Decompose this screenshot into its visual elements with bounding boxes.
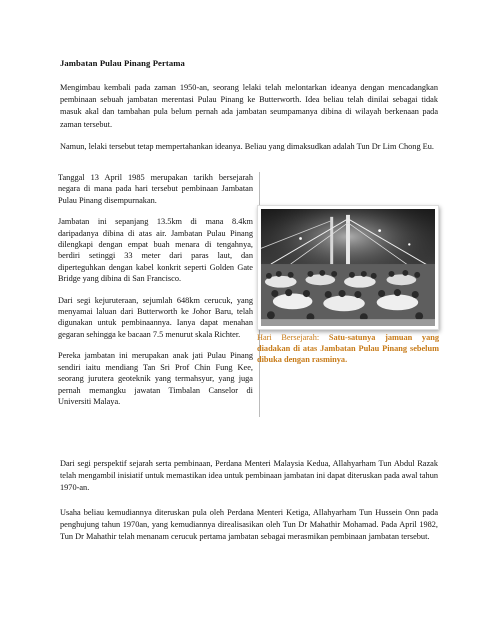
historic-photo-frame: [257, 205, 439, 330]
sidebar-paragraph-date: Tanggal 13 April 1985 merupakan tarikh bersejarah negara di mana pada hari tersebut pembinaan Jambatan Pulau Pinang disempurnakan.: [58, 173, 253, 205]
sidebar-paragraph-designer: Pereka jambatan ini merupakan anak jati Pulau Pinang sendiri iaitu mendiang Tan Sri Prof Chin Fung Kee, seorang jurutera geoteknik yang termahsyur, yang juga pernah memangku jawatan Timbalan Canselor di Universiti Malaya.: [58, 351, 253, 406]
caption-text: Satu-satunya jamuan yang diadakan di atas Jambatan Pulau Pinang sebelum dibuka dengan rasminya.: [257, 333, 439, 365]
second-paragraph: Namun, lelaki tersebut tetap mempertahankan ideanya. Beliau yang dimaksudkan adalah Tun Dr Lim Chong Eu.: [60, 142, 434, 151]
photo-caption: [257, 332, 439, 366]
caption-lead: Hari Bersejarah:: [257, 333, 329, 342]
third-paragraph: Dari segi perspektif sejarah serta pembinaan, Perdana Menteri Malaysia Kedua, Allahyarham Tun Abdul Razak telah mengambil inisiatif untuk memastikan idea untuk pembinaan jambatan ini dapat diteruskan pada awal tahun 1970-an.: [60, 459, 438, 493]
banquet-photo: [261, 209, 435, 326]
sidebar-text-column: [58, 172, 260, 417]
article-title: Jambatan Pulau Pinang Pertama: [60, 58, 185, 68]
fourth-paragraph: Usaha beliau kemudiannya diteruskan pula oleh Perdana Menteri Ketiga, Allahyarham Tun Hussein Onn pada penghujung tahun 1970an, yang kemudiannya direalisasikan oleh Tun Dr Mahathir Mohamad. Pada April 1982, Tun Dr Mahathir telah menanam cerucuk pertama jambatan sebagai merasmikan pembinaan jambatan tersebut.: [60, 508, 438, 542]
sidebar-paragraph-length: Jambatan ini sepanjang 13.5km di mana 8.4km daripadanya dibina di atas air. Jambatan Pulau Pinang dilengkapi dengan empat buah menara di tengahnya, berdiri setinggi 33 meter dari paras laut, dan diperteguhkan dengan kabel konkrit seperti Golden Gate Bridge yang dibina di San Francisco.: [58, 217, 253, 284]
intro-paragraph: Mengimbau kembali pada zaman 1950-an, seorang lelaki telah melontarkan ideanya dengan mencadangkan pembinaan sebuah jambatan merentasi Pulau Pinang ke Butterworth. Idea beliau telah dinilai sebagai tidak masuk akal dan tambahan pula belum pernah ada jambatan seumpamanya dibina di wilayah berkenaan pada zaman tersebut.: [60, 83, 438, 129]
sidebar-paragraph-engineering: Dari segi kejuruteraan, sejumlah 648km cerucuk, yang menyamai laluan dari Butterworth ke Johor Baru, telah digunakan untuk pembinaannya. Ianya dapat menahan gegaran sehingga ke bacaan 7.5 menurut skala Richter.: [58, 295, 253, 339]
